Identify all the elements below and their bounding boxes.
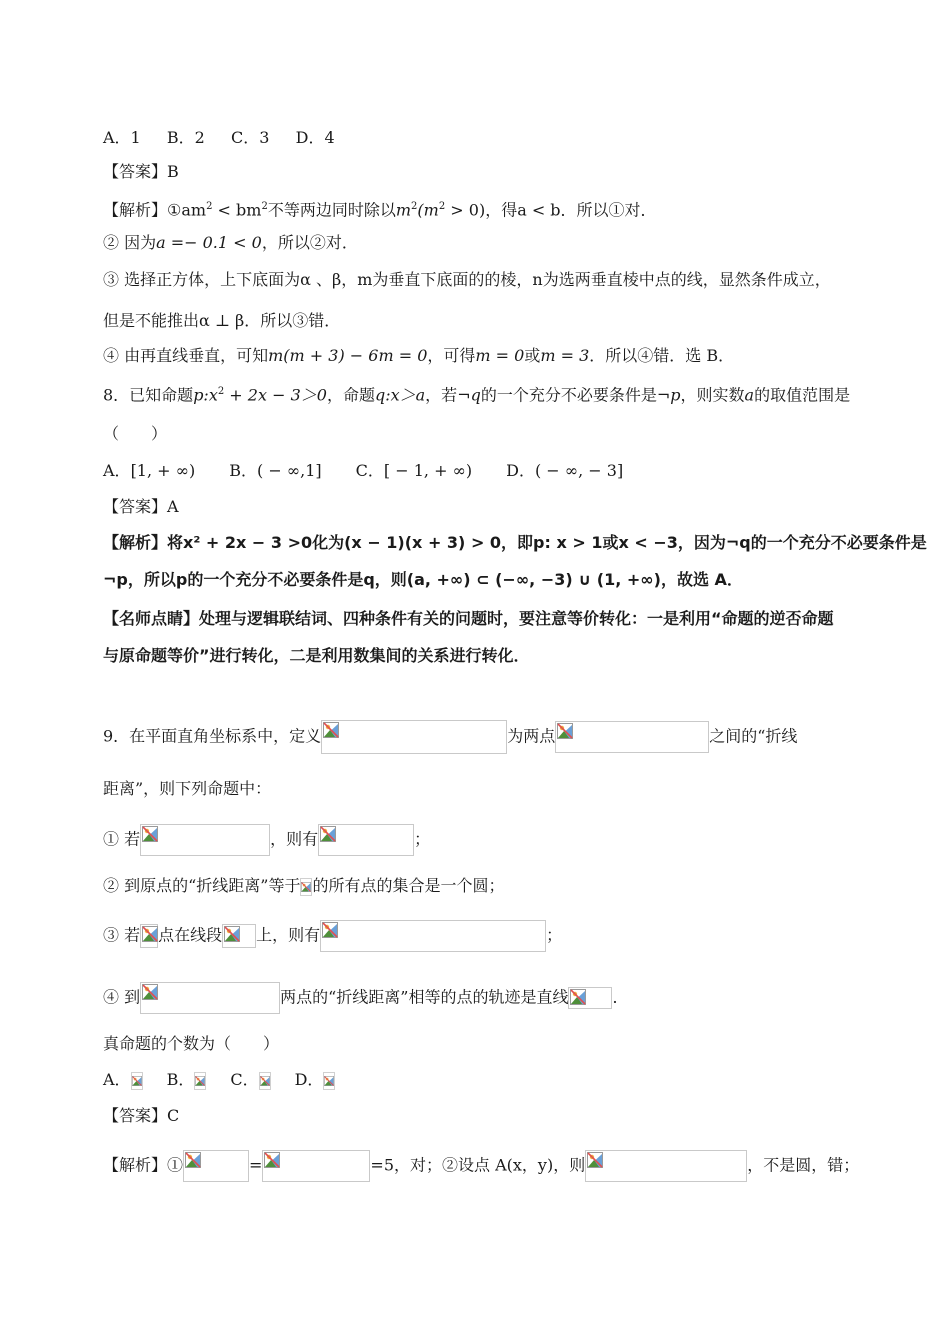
q7-analysis-line4: 但是不能推出α ⊥ β．所以③错． [103, 311, 341, 330]
broken-image-icon [318, 824, 414, 856]
q9-item2: ② 到原点的“折线距离”等于 的所有点的集合是一个圆； [103, 876, 505, 895]
q9-stem-line2: 距离”，则下列命题中： [103, 779, 272, 798]
broken-image-icon [183, 1150, 249, 1182]
q9-options: A． B． C． D． [103, 1070, 335, 1090]
q7-answer: 【答案】B [103, 162, 179, 181]
broken-image-icon [323, 1072, 335, 1090]
broken-image-icon [140, 824, 270, 856]
broken-image-icon [568, 987, 612, 1009]
broken-image-icon [140, 924, 158, 948]
q7-analysis-line3: ③ 选择正方体，上下底面为α 、β，m为垂直下底面的的棱，n为选两垂直棱中点的线，显然条件成立， [103, 270, 831, 289]
broken-image-icon [300, 878, 312, 896]
q8-analysis-line1: 【解析】将x² + 2x − 3 >0化为(x − 1)(x + 3) > 0，即p: x > 1或x < −3，因为¬q的一个充分不必要条件是 [103, 533, 927, 552]
q8-options: A．[1, + ∞) B．( − ∞,1] C．[ − 1, + ∞) D．( − ∞, − 3] [103, 461, 624, 480]
q9-analysis: 【解析】① = =5，对；②设点 A(x，y)，则 ，不是圆，错； [103, 1150, 859, 1182]
q9-item4: ④ 到 两点的“折线距离”相等的点的轨迹是直线 ． [103, 982, 628, 1014]
broken-image-icon [140, 982, 280, 1014]
broken-image-icon [555, 721, 709, 753]
broken-image-icon [131, 1072, 143, 1090]
q8-paren: （ ） [103, 424, 168, 443]
q9-item1: ① 若 ，则有 ； [103, 824, 430, 856]
broken-image-icon [321, 720, 507, 754]
q8-stem: 8．已知命题$p:x^2 + 2x - 3>0$，命题q:x＞a，若¬q的一个充分不必要条件是¬p，则实数a的取值范围是 [103, 385, 851, 405]
broken-image-icon [222, 924, 256, 948]
q7-options: A．1 B．2 C．3 D．4 [103, 128, 335, 147]
q8-tip-line2: 与原命题等价”进行转化，二是利用数集间的关系进行转化． [103, 646, 530, 665]
q7-analysis-line2: ② 因为a =− 0.1 < 0，所以②对． [103, 233, 358, 252]
q7-analysis-line5: ④ 由再直线垂直，可知m(m + 3) − 6m = 0，可得m = 0或m = 3．所以④错．选 B． [103, 346, 735, 365]
broken-image-icon [320, 920, 546, 952]
q8-analysis-line2: ¬p，所以p的一个充分不必要条件是q，则(a, +∞) ⊂ (−∞, −3) ∪ (1, +∞)，故选 A． [103, 570, 743, 589]
q8-tip-line1: 【名师点睛】处理与逻辑联结词、四种条件有关的问题时，要注意等价转化：一是利用“命题的逆否命题 [103, 609, 834, 628]
q7-analysis-line1: 【解析】$①am^2 < bm^2$不等两边同时除以$m^2(m^2 > 0)$，得a < b．所以①对． [103, 200, 657, 220]
q8-answer: 【答案】A [103, 497, 179, 516]
broken-image-icon [585, 1150, 747, 1182]
q9-item3: ③ 若 点在线段 上，则有 ； [103, 920, 562, 952]
q9-count: 真命题的个数为（ ） [103, 1034, 280, 1053]
q9-stem: 9．在平面直角坐标系中，定义 为两点 之间的“折线 [103, 720, 797, 754]
broken-image-icon [194, 1072, 206, 1090]
broken-image-icon [259, 1072, 271, 1090]
q9-answer: 【答案】C [103, 1106, 180, 1125]
broken-image-icon [262, 1150, 370, 1182]
